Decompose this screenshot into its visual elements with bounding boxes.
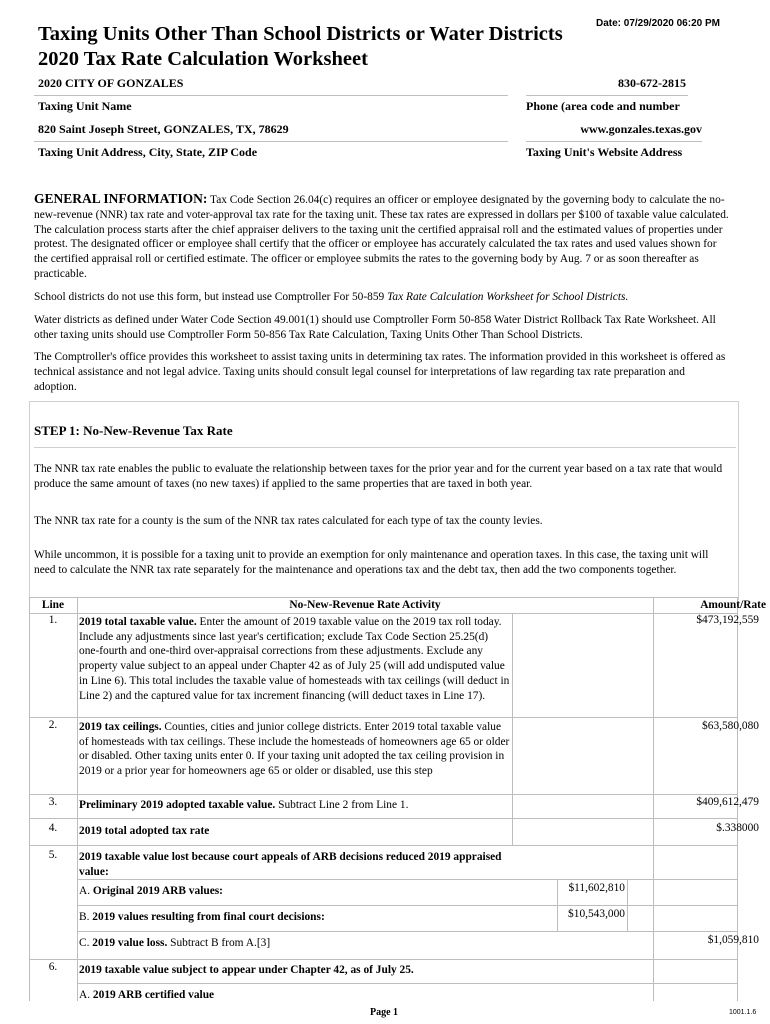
table-row xyxy=(79,963,639,978)
table-row xyxy=(79,720,511,779)
row-label: 2019 taxable value lost because court appeals of ARB decisions reduced 2019 appraised value: xyxy=(79,851,502,878)
row-prefix: A. xyxy=(79,989,93,1001)
table-rule xyxy=(29,959,737,960)
taxing-unit-name-label: Taxing Unit Name xyxy=(38,99,132,113)
row-label: 2019 total adopted tax rate xyxy=(79,825,210,837)
column-header-activity: No-New-Revenue Rate Activity xyxy=(289,599,441,611)
school-district-note xyxy=(34,290,729,305)
line-number: 4. xyxy=(48,822,58,834)
row-label: 2019 tax ceilings. xyxy=(79,721,162,733)
row-label: 2019 value loss. xyxy=(92,937,168,949)
table-rule xyxy=(512,613,513,845)
row-description: Subtract Line 2 from Line 1. xyxy=(275,799,409,811)
general-information-heading: GENERAL INFORMATION: xyxy=(34,191,208,206)
taxing-unit-name-value: 2020 CITY OF GONZALES xyxy=(38,76,184,90)
table-rule xyxy=(29,794,737,795)
row-label: 2019 ARB certified value xyxy=(92,989,215,1001)
line-number: 2. xyxy=(48,719,58,731)
water-district-note: Water districts as defined under Water Code Section 49.001(1) should use Comptroller Form 50-858 Water District Rollback Tax Rate Worksheet. All other taxing units should use Comptroller Form 50-856 Tax Rate Calculation, Taxing Units Other Than School Districts. xyxy=(34,314,716,341)
taxing-unit-address-label: Taxing Unit Address, City, State, ZIP Code xyxy=(38,145,258,159)
divider xyxy=(34,447,736,448)
row-label: 2019 taxable value subject to appear under Chapter 42, as of July 25. xyxy=(79,964,414,976)
form-code: 1001.1.6 xyxy=(729,1009,757,1016)
amount-value: $.338000 xyxy=(716,822,759,834)
row-label: Preliminary 2019 adopted taxable value. xyxy=(79,799,276,811)
row-description: Subtract B from A.[3] xyxy=(167,937,271,949)
column-header-line: Line xyxy=(41,599,65,611)
row-prefix: A. xyxy=(79,885,93,897)
table-rule xyxy=(29,613,737,614)
page-number: Page 1 xyxy=(370,1007,399,1018)
row-description: Enter the amount of 2019 taxable value on the 2019 tax roll today. Include any adjustments since last year's certification; exclude Tax Code Section 25.25(d) one-fourth and one-third over-appraisal corrections from these adjustments. Exclude any property value subject to an appeal under Chapter 42 as of July 25 (will add undisputed value in Line 6). This total includes the taxable value of homesteads with tax ceilings (will deduct in Line 2) and the captured value for tax increment financing (will deduct taxes in Line 17). xyxy=(79,616,510,702)
row-prefix: B. xyxy=(79,911,93,923)
phone-value: 830-672-2815 xyxy=(618,76,686,90)
step1-intro: The NNR tax rate enables the public to evaluate the relationship between taxes for the prior year and for the current year based on a tax rate that would produce the same amount of taxes (no new taxes) if applied to the same properties that are taxed in both year. xyxy=(34,463,723,490)
table-rule xyxy=(77,983,737,984)
divider xyxy=(526,95,688,96)
comptroller-note: The Comptroller's office provides this worksheet to assist taxing units in determining tax rates. The information provided in this worksheet is offered as technical assistance and not legal advice. Taxing units should consult legal counsel for interpretations of law regarding tax rate preparation and adoption. xyxy=(34,351,726,393)
general-information xyxy=(34,192,729,282)
table-rule xyxy=(29,845,737,846)
table-row xyxy=(79,936,511,951)
school-district-form-title: Tax Rate Calculation Worksheet for School Districts. xyxy=(387,291,629,303)
table-row xyxy=(79,798,511,813)
table-rule xyxy=(627,879,628,931)
amount-value: $473,192,559 xyxy=(696,614,759,626)
table-row xyxy=(79,910,511,925)
form-title-line2: 2020 Tax Rate Calculation Worksheet xyxy=(38,48,368,70)
amount-value: $1,059,810 xyxy=(707,934,759,946)
step1-title: STEP 1: No-New-Revenue Tax Rate xyxy=(34,423,233,438)
row-prefix: C. xyxy=(79,937,93,949)
general-information-text: Tax Code Section 26.04(c) requires an officer or employee designated by the governing body to calculate the no-new-revenue (NNR) tax rate and voter-approval tax rate for the taxing unit. These tax rates are expressed in dollars per $100 of taxable value calculated. The calculation process starts after the chief appraiser delivers to the taxing unit the certified appraisal roll and the estimated values of properties under protest. The designated officer or employee shall certify that the officer or employee has accurately calculated the tax rates and used values shown for the certified appraisal roll or certified estimate. The officer or employee submits the rates to the governing body by Aug. 7 or as soon thereafter as practicable. xyxy=(34,194,729,280)
step1-county-note: The NNR tax rate for a county is the sum of the NNR tax rates calculated for each type of tax the county levies. xyxy=(34,515,543,527)
line-number: 3. xyxy=(48,796,58,808)
website-label: Taxing Unit's Website Address xyxy=(526,145,683,159)
step1-exemption-note: While uncommon, it is possible for a taxing unit to provide an exemption for only maintenance and operation taxes. In this case, the taxing unit will need to calculate the NNR tax rate separately for the maintenance and operations tax and the debt tax, then add the two components together. xyxy=(34,549,709,576)
line-number: 1. xyxy=(48,614,58,626)
table-row xyxy=(79,884,511,899)
line-number: 5. xyxy=(48,849,58,861)
table-rule xyxy=(77,931,737,932)
row-label: 2019 values resulting from final court decisions: xyxy=(92,911,325,923)
amount-value: $409,612,479 xyxy=(696,796,759,808)
divider xyxy=(34,95,508,96)
line-number: 6. xyxy=(48,961,58,973)
table-rule xyxy=(29,717,737,718)
table-rule xyxy=(29,818,737,819)
table-row xyxy=(79,615,511,703)
divider xyxy=(34,141,508,142)
table-row xyxy=(79,824,511,839)
table-rule xyxy=(29,597,30,1001)
table-row xyxy=(79,988,511,1003)
school-district-note-text: School districts do not use this form, but instead use Comptroller For 50-859 xyxy=(34,291,388,303)
website-value: www.gonzales.texas.gov xyxy=(580,122,702,136)
row-label: 2019 total taxable value. xyxy=(79,616,197,628)
sub-amount-value: $11,602,810 xyxy=(568,882,625,894)
sub-amount-value: $10,543,000 xyxy=(568,908,625,920)
table-row xyxy=(79,850,511,879)
row-description: Counties, cities and junior college districts. Enter 2019 total taxable value of homesteads with tax ceilings. These include the homesteads of homeowners age 65 or older or disabled. Other taxing units enter 0. If your taxing unit adopted the tax ceiling provision in 2019 or a prior year for homeowners age 65 or older or disabled, use this step xyxy=(79,721,510,778)
amount-value: $63,580,080 xyxy=(702,720,759,732)
print-date: Date: 07/29/2020 06:20 PM xyxy=(596,18,720,29)
form-title xyxy=(38,22,578,72)
row-label: Original 2019 ARB values: xyxy=(92,885,223,897)
divider xyxy=(526,141,702,142)
column-header-amount: Amount/Rate xyxy=(700,599,766,611)
form-title-line1: Taxing Units Other Than School Districts or Water Districts xyxy=(38,23,563,45)
table-rule xyxy=(77,597,78,1001)
taxing-unit-address-value: 820 Saint Joseph Street, GONZALES, TX, 78629 xyxy=(38,122,289,136)
phone-label: Phone (area code and number xyxy=(526,99,680,113)
table-rule xyxy=(77,905,737,906)
